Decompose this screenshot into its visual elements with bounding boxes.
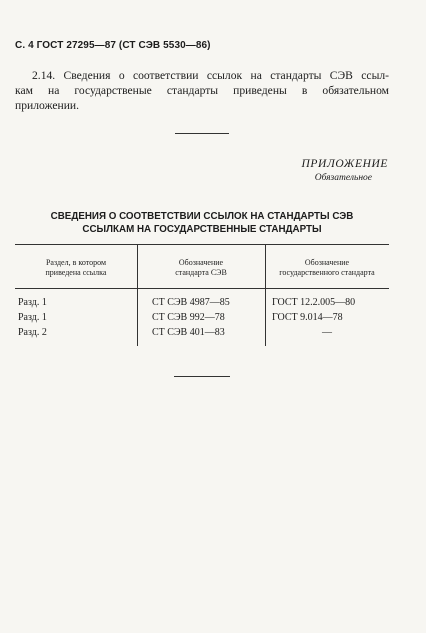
table-cell: ГОСТ 12.2.005—80 <box>272 297 356 308</box>
reference-table <box>15 244 389 346</box>
paragraph-line: кам на государственые стандарты приведены в обязательном <box>15 84 389 97</box>
table-cell: Разд. 1 <box>18 312 47 323</box>
header-text: государственного стандарта <box>279 267 375 277</box>
table-cell: Разд. 1 <box>18 297 47 308</box>
appendix-label: ПРИЛОЖЕНИЕ <box>301 158 388 170</box>
divider-rule <box>174 376 230 377</box>
section-paragraph <box>15 68 389 113</box>
table-title-line: СВЕДЕНИЯ О СООТВЕТСТВИИ ССЫЛОК НА СТАНДАРТЫ СЭВ <box>50 211 354 222</box>
table-cell: СТ СЭВ 401—83 <box>152 327 225 338</box>
paragraph-line: приложении. <box>15 99 80 112</box>
table-top-border <box>15 244 389 245</box>
appendix-type: Обязательное <box>314 173 372 183</box>
table-cell: — <box>322 327 332 338</box>
table-cell: СТ СЭВ 992—78 <box>152 312 225 323</box>
divider-rule <box>175 133 229 134</box>
table-title-line: ССЫЛКАМ НА ГОСУДАРСТВЕННЫЕ СТАНДАРТЫ <box>82 224 322 235</box>
header-text: приведена ссылка <box>45 267 107 277</box>
page-header <box>15 40 211 51</box>
header-text: Обозначение <box>178 258 224 267</box>
paragraph-line: 2.14. Сведения о соответствии ссылок на стандарты СЭВ ссыл- <box>32 69 389 82</box>
header-text: Обозначение <box>304 258 350 267</box>
table-cell: Разд. 2 <box>18 327 47 338</box>
table-header-cell <box>265 258 389 277</box>
table-cell: ГОСТ 9.014—78 <box>272 312 343 323</box>
table-header-border <box>15 288 389 289</box>
standard-designation: ГОСТ 27295—87 (СТ СЭВ 5530—86) <box>36 40 211 51</box>
header-text: стандарта СЭВ <box>175 267 227 277</box>
page-number: С. 4 <box>15 40 34 51</box>
header-text: Раздел, в котором <box>45 258 107 267</box>
table-cell: СТ СЭВ 4987—85 <box>152 297 230 308</box>
table-header-cell <box>137 258 265 277</box>
table-header-cell <box>15 258 137 277</box>
